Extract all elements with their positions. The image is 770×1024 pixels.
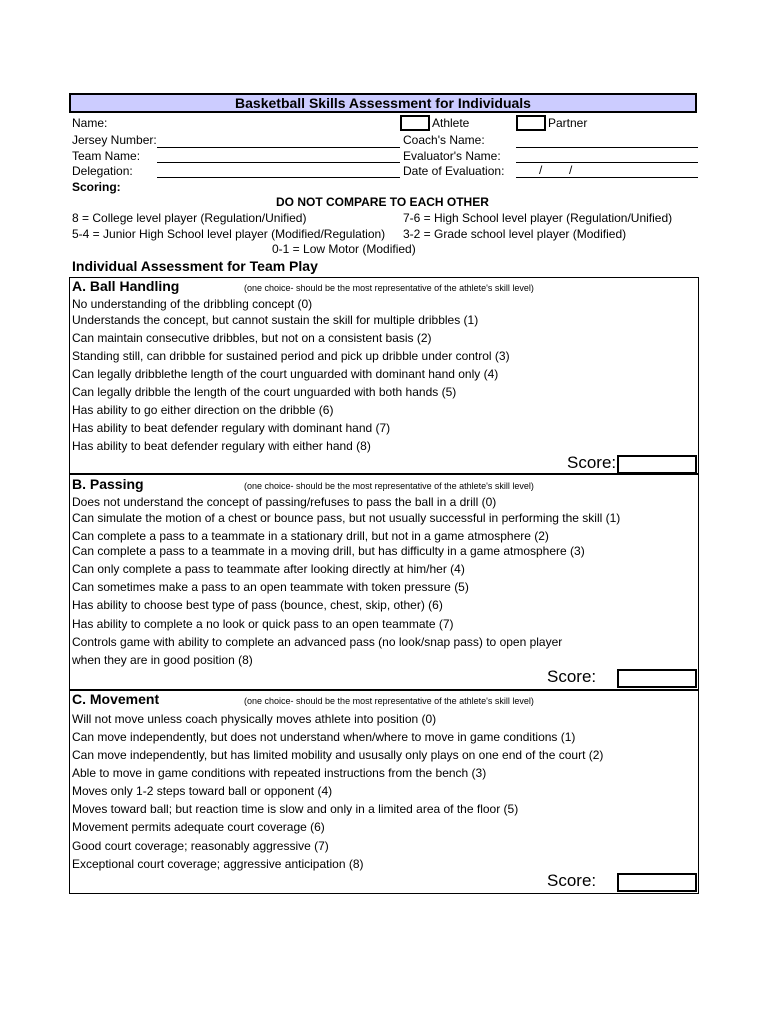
scoring-line: 0-1 = Low Motor (Modified) (272, 242, 416, 256)
date-separator: / (539, 163, 543, 177)
evaluator-field[interactable] (516, 162, 698, 163)
list-item: Exceptional court coverage; aggressive anticipation (8) (72, 857, 364, 871)
list-item: Controls game with ability to complete an advanced pass (no look/snap pass) to open player (72, 635, 563, 649)
score-label: Score: (547, 667, 597, 686)
list-item: Can simulate the motion of a chest or bounce pass, but not usually successful in performing the skill (1) (72, 511, 621, 525)
individual-assessment-heading: Individual Assessment for Team Play (72, 258, 318, 274)
score-input[interactable] (617, 873, 697, 892)
team-label: Team Name: (72, 149, 141, 163)
list-item: Has ability to beat defender regulary with dominant hand (7) (72, 421, 391, 435)
list-item: Standing still, can dribble for sustained period and pick up dribble under control (3) (72, 349, 510, 363)
scoring-line: 5-4 = Junior High School level player (Modified/Regulation) (72, 227, 386, 241)
list-item: Has ability to beat defender regulary with either hand (8) (72, 439, 371, 453)
list-item: Good court coverage; reasonably aggressive (7) (72, 839, 329, 853)
scoring-line: 3-2 = Grade school level player (Modified) (403, 227, 627, 241)
score-input[interactable] (617, 455, 697, 474)
list-item: Able to move in game conditions with repeated instructions from the bench (3) (72, 766, 487, 780)
section-title: A. Ball Handling (72, 278, 180, 294)
team-field[interactable] (157, 162, 400, 163)
score-label: Score: (547, 871, 597, 890)
list-item: Can sometimes make a pass to an open teammate with token pressure (5) (72, 580, 469, 594)
date-field[interactable] (516, 177, 698, 178)
date-separator: / (569, 163, 573, 177)
list-item: Does not understand the concept of passing/refuses to pass the ball in a drill (0) (72, 495, 497, 509)
list-item: Can maintain consecutive dribbles, but not on a consistent basis (2) (72, 331, 432, 345)
list-item: Has ability to choose best type of pass (bounce, chest, skip, other) (6) (72, 598, 443, 612)
score-input[interactable] (617, 669, 697, 688)
list-item: Can complete a pass to a teammate in a stationary drill, but not in a game atmosphere (2) (72, 529, 549, 543)
list-item: Can legally dribble the length of the court unguarded with both hands (5) (72, 385, 457, 399)
coach-label: Coach's Name: (403, 133, 485, 147)
list-item: Will not move unless coach physically moves athlete into position (0) (72, 712, 437, 726)
athlete-checkbox[interactable] (400, 115, 430, 131)
section-note: (one choice- should be the most representative of the athlete's skill level) (244, 696, 534, 706)
name-label: Name: (72, 116, 108, 130)
list-item: Can only complete a pass to teammate after looking directly at him/her (4) (72, 562, 465, 576)
jersey-field[interactable] (157, 147, 400, 148)
evaluator-label: Evaluator's Name: (403, 149, 501, 163)
list-item: Has ability to go either direction on the dribble (6) (72, 403, 334, 417)
list-item: Movement permits adequate court coverage (6) (72, 820, 325, 834)
partner-checkbox[interactable] (516, 115, 546, 131)
list-item: Can move independently, but has limited mobility and ususally only plays on one end of the court (2) (72, 748, 604, 762)
list-item: No understanding of the dribbling concept (0) (72, 297, 313, 311)
list-item: Has ability to complete a no look or quick pass to an open teammate (7) (72, 617, 454, 631)
scoring-warning: DO NOT COMPARE TO EACH OTHER (276, 195, 489, 209)
list-item: Understands the concept, but cannot sustain the skill for multiple dribbles (1) (72, 313, 479, 327)
section-title: C. Movement (72, 691, 160, 707)
coach-field[interactable] (516, 147, 698, 148)
scoring-label: Scoring: (72, 180, 121, 194)
list-item: Can legally dribblethe length of the court unguarded with dominant hand only (4) (72, 367, 499, 381)
jersey-label: Jersey Number: (72, 133, 157, 147)
delegation-label: Delegation: (72, 164, 133, 178)
delegation-field[interactable] (157, 177, 400, 178)
list-item: Can complete a pass to a teammate in a moving drill, but has difficulty in a game atmosphere (3) (72, 544, 585, 558)
score-label: Score: (567, 453, 617, 472)
scoring-line: 7-6 = High School level player (Regulation/Unified) (403, 211, 673, 225)
section-note: (one choice- should be the most representative of the athlete's skill level) (244, 481, 534, 491)
date-label: Date of Evaluation: (403, 164, 505, 178)
section-note: (one choice- should be the most representative of the athlete's skill level) (244, 283, 534, 293)
form-title: Basketball Skills Assessment for Individuals (69, 93, 697, 113)
list-item: Moves only 1-2 steps toward ball or opponent (4) (72, 784, 333, 798)
list-item: Can move independently, but does not understand when/where to move in game conditions (1) (72, 730, 576, 744)
scoring-line: 8 = College level player (Regulation/Unified) (72, 211, 307, 225)
partner-label: Partner (548, 116, 588, 130)
list-item: when they are in good position (8) (72, 653, 253, 667)
list-item: Moves toward ball; but reaction time is slow and only in a limited area of the floor (5) (72, 802, 519, 816)
section-title: B. Passing (72, 476, 144, 492)
athlete-label: Athlete (432, 116, 470, 130)
